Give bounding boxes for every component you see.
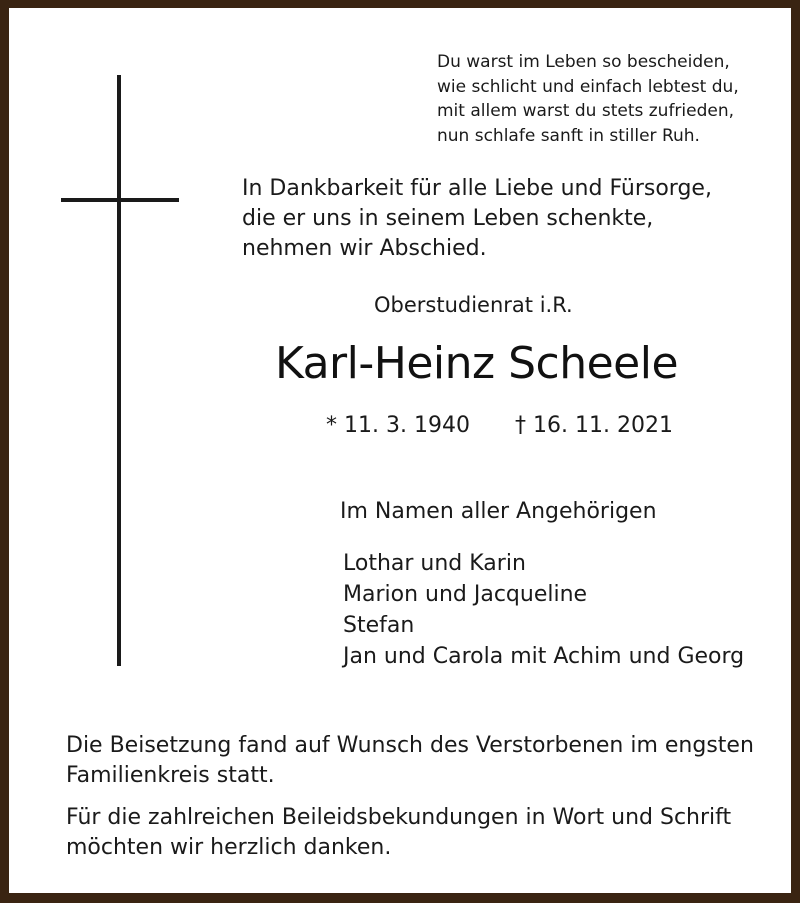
intro-text (242, 174, 712, 264)
burial-note-line: Die Beisetzung fand auf Wunsch des Verstorbenen im engsten (66, 733, 754, 758)
cross-icon-bar (61, 198, 179, 202)
paragraph-gap (66, 791, 754, 803)
deceased-title: Oberstudienrat i.R. (374, 293, 573, 317)
cross-icon (117, 75, 121, 666)
closing-text (66, 731, 754, 863)
intro-line: die er uns in seinem Leben schenkte, (242, 206, 654, 231)
verse-line: Du warst im Leben so bescheiden, (437, 52, 730, 72)
thanks-line: möchten wir herzlich danken. (66, 835, 392, 860)
deceased-name: Karl-Heinz Scheele (275, 338, 679, 389)
obituary-card (9, 8, 791, 893)
thanks-line: Für die zahlreichen Beileidsbekundungen in Wort und Schrift (66, 805, 732, 830)
mourners-list (343, 548, 744, 672)
intro-line: nehmen wir Abschied. (242, 236, 487, 261)
mourner-name: Stefan (343, 613, 415, 638)
mourner-name: Lothar und Karin (343, 551, 526, 576)
mourners-heading: Im Namen aller Angehörigen (340, 499, 657, 524)
mourner-name: Jan und Carola mit Achim und Georg (343, 644, 745, 669)
death-date: † 16. 11. 2021 (515, 413, 673, 438)
intro-line: In Dankbarkeit für alle Liebe und Fürsorge, (242, 176, 712, 201)
mourner-name: Marion und Jacqueline (343, 582, 588, 607)
birth-date: * 11. 3. 1940 (326, 413, 470, 438)
verse-line: mit allem warst du stets zufrieden, (437, 101, 735, 121)
memorial-verse (437, 50, 739, 148)
burial-note-line: Familienkreis statt. (66, 763, 275, 788)
verse-line: wie schlicht und einfach lebtest du, (437, 76, 739, 97)
verse-line: nun schlafe sanft in stiller Ruh. (437, 125, 700, 146)
